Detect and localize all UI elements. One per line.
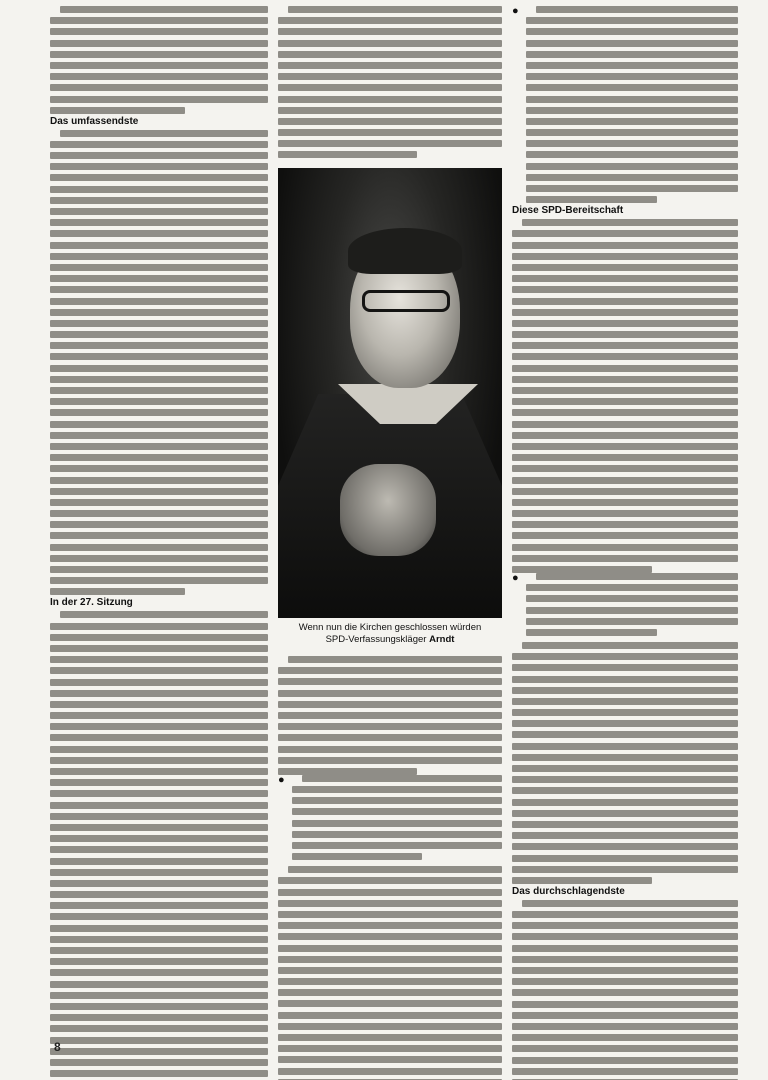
text-line xyxy=(50,690,268,697)
text-line xyxy=(512,765,738,772)
text-line xyxy=(526,163,738,170)
text-line xyxy=(50,1048,268,1055)
text-line xyxy=(512,754,738,761)
paragraph-block xyxy=(512,219,738,573)
text-line xyxy=(278,28,502,35)
text-line xyxy=(278,17,502,24)
text-line xyxy=(292,786,502,793)
text-line xyxy=(526,73,738,80)
text-line xyxy=(50,779,268,786)
text-line xyxy=(50,163,268,170)
text-line xyxy=(50,947,268,954)
bold-lead-in: In der 27. Sitzung xyxy=(50,597,133,609)
text-line xyxy=(278,1012,502,1019)
text-line xyxy=(526,62,738,69)
text-line xyxy=(278,118,502,125)
text-line xyxy=(512,989,738,996)
text-line xyxy=(526,17,738,24)
text-line xyxy=(50,712,268,719)
text-line xyxy=(512,776,738,783)
text-line xyxy=(50,465,268,472)
text-line xyxy=(512,664,738,671)
text-line xyxy=(512,443,738,450)
text-line xyxy=(278,712,502,719)
text-column-3 xyxy=(512,6,738,1080)
text-line xyxy=(522,219,738,226)
text-column-2 xyxy=(278,6,502,158)
text-line xyxy=(50,477,268,484)
text-line xyxy=(512,832,738,839)
text-line xyxy=(278,96,502,103)
text-column-1 xyxy=(50,6,268,1080)
text-line xyxy=(526,51,738,58)
text-line xyxy=(278,978,502,985)
paragraph-block xyxy=(278,6,502,158)
text-line xyxy=(526,196,657,203)
text-line xyxy=(50,454,268,461)
text-line xyxy=(288,866,502,873)
text-line xyxy=(50,275,268,282)
text-line xyxy=(512,309,738,316)
text-line xyxy=(50,1014,268,1021)
text-line xyxy=(512,521,738,528)
text-line xyxy=(278,723,502,730)
text-line xyxy=(512,264,738,271)
text-line xyxy=(512,698,738,705)
text-line xyxy=(50,667,268,674)
text-line xyxy=(50,488,268,495)
text-line xyxy=(526,40,738,47)
text-line xyxy=(278,945,502,952)
text-line xyxy=(512,555,738,562)
text-line xyxy=(526,595,738,602)
text-line xyxy=(50,1070,268,1077)
text-line xyxy=(526,96,738,103)
text-line xyxy=(60,130,268,137)
text-line xyxy=(512,510,738,517)
text-column-2-lower xyxy=(278,656,502,1080)
text-line xyxy=(512,866,738,873)
text-line xyxy=(50,1003,268,1010)
paragraph-block xyxy=(50,130,268,596)
text-line xyxy=(278,151,417,158)
text-line xyxy=(512,922,738,929)
text-line xyxy=(50,521,268,528)
text-line xyxy=(278,678,502,685)
text-line xyxy=(512,275,738,282)
text-line xyxy=(50,298,268,305)
text-line xyxy=(512,933,738,940)
text-line xyxy=(302,775,502,782)
portrait-photo xyxy=(278,168,502,618)
text-line xyxy=(50,230,268,237)
photo-caption xyxy=(278,622,502,646)
text-line xyxy=(50,84,268,91)
text-line xyxy=(278,140,502,147)
text-line xyxy=(526,151,738,158)
text-line xyxy=(512,365,738,372)
text-line xyxy=(50,835,268,842)
text-line xyxy=(292,808,502,815)
text-line xyxy=(50,936,268,943)
text-line xyxy=(526,129,738,136)
text-line xyxy=(512,687,738,694)
text-line xyxy=(50,902,268,909)
text-line xyxy=(512,421,738,428)
text-line xyxy=(512,1023,738,1030)
bold-lead-in: Das durchschlagendste xyxy=(512,885,625,897)
text-line xyxy=(512,821,738,828)
text-line xyxy=(278,107,502,114)
text-line xyxy=(512,342,738,349)
text-line xyxy=(60,6,268,13)
text-line xyxy=(50,813,268,820)
text-line xyxy=(50,532,268,539)
text-line xyxy=(278,84,502,91)
text-line xyxy=(278,1023,502,1030)
text-line xyxy=(512,676,738,683)
text-line xyxy=(50,253,268,260)
paragraph-block xyxy=(278,656,502,775)
text-line xyxy=(512,398,738,405)
text-line xyxy=(50,264,268,271)
bullet-paragraph xyxy=(512,573,738,636)
text-line xyxy=(278,967,502,974)
bullet-marker: ● xyxy=(512,5,519,17)
text-line xyxy=(288,656,502,663)
text-line xyxy=(50,152,268,159)
paragraph-block xyxy=(50,611,268,1080)
text-line xyxy=(50,746,268,753)
text-line xyxy=(536,6,738,13)
text-line xyxy=(50,1025,268,1032)
text-line xyxy=(278,1056,502,1063)
text-line xyxy=(50,309,268,316)
text-line xyxy=(512,1045,738,1052)
text-line xyxy=(512,843,738,850)
text-line xyxy=(50,107,185,114)
text-line xyxy=(522,642,738,649)
text-line xyxy=(50,880,268,887)
text-line xyxy=(292,820,502,827)
text-line xyxy=(50,790,268,797)
text-line xyxy=(526,118,738,125)
text-line xyxy=(512,1057,738,1064)
text-line xyxy=(512,544,738,551)
text-line xyxy=(512,877,652,884)
text-line xyxy=(50,824,268,831)
bullet-marker: ● xyxy=(512,572,519,584)
text-line xyxy=(50,320,268,327)
text-line xyxy=(278,40,502,47)
paragraph-block xyxy=(278,866,502,1080)
text-line xyxy=(50,802,268,809)
text-line xyxy=(50,51,268,58)
text-line xyxy=(512,432,738,439)
text-line xyxy=(50,623,268,630)
text-line xyxy=(50,588,185,595)
text-line xyxy=(50,387,268,394)
text-line xyxy=(512,720,738,727)
text-line xyxy=(50,365,268,372)
text-line xyxy=(50,141,268,148)
text-line xyxy=(50,555,268,562)
text-line xyxy=(512,1034,738,1041)
text-line xyxy=(50,62,268,69)
text-line xyxy=(50,645,268,652)
text-line xyxy=(512,709,738,716)
text-line xyxy=(512,1001,738,1008)
text-line xyxy=(512,376,738,383)
text-line xyxy=(50,219,268,226)
text-line xyxy=(50,499,268,506)
text-line xyxy=(526,584,738,591)
text-line xyxy=(60,611,268,618)
text-line xyxy=(50,701,268,708)
bold-lead-in: Diese SPD-Bereitschaft xyxy=(512,205,624,217)
text-line xyxy=(512,488,738,495)
paragraph-block xyxy=(50,6,268,114)
text-line xyxy=(512,1068,738,1075)
text-line xyxy=(512,532,738,539)
text-line xyxy=(512,787,738,794)
text-line xyxy=(512,230,738,237)
text-line xyxy=(512,731,738,738)
text-line xyxy=(526,107,738,114)
text-line xyxy=(512,566,652,573)
text-line xyxy=(292,853,422,860)
text-line xyxy=(50,858,268,865)
text-line xyxy=(50,969,268,976)
text-line xyxy=(512,978,738,985)
text-line xyxy=(50,723,268,730)
text-line xyxy=(50,679,268,686)
text-line xyxy=(278,989,502,996)
text-line xyxy=(278,129,502,136)
text-line xyxy=(512,956,738,963)
text-line xyxy=(50,768,268,775)
text-line xyxy=(512,465,738,472)
text-line xyxy=(50,958,268,965)
text-line xyxy=(512,409,738,416)
bullet-paragraph xyxy=(278,775,502,860)
text-line xyxy=(278,900,502,907)
text-line xyxy=(50,869,268,876)
text-line xyxy=(50,577,268,584)
text-line xyxy=(278,922,502,929)
text-line xyxy=(512,331,738,338)
caption-line-1: Wenn nun die Kirchen geschlossen würden xyxy=(298,622,482,633)
text-line xyxy=(50,846,268,853)
text-line xyxy=(50,342,268,349)
text-line xyxy=(278,701,502,708)
text-line xyxy=(50,286,268,293)
paragraph-block xyxy=(512,900,738,1080)
text-line xyxy=(512,353,738,360)
text-line xyxy=(536,573,738,580)
bullet-marker: ● xyxy=(278,773,285,786)
text-line xyxy=(278,889,502,896)
text-line xyxy=(50,992,268,999)
text-line xyxy=(526,28,738,35)
text-line xyxy=(512,911,738,918)
text-line xyxy=(278,1045,502,1052)
text-line xyxy=(278,933,502,940)
text-line xyxy=(278,877,502,884)
text-line xyxy=(278,667,502,674)
text-line xyxy=(50,421,268,428)
text-line xyxy=(50,925,268,932)
text-line xyxy=(526,174,738,181)
text-line xyxy=(526,629,657,636)
text-line xyxy=(512,967,738,974)
text-line xyxy=(512,653,738,660)
text-line xyxy=(50,913,268,920)
text-line xyxy=(512,477,738,484)
text-line xyxy=(292,831,502,838)
text-line xyxy=(278,73,502,80)
text-line xyxy=(522,900,738,907)
text-line xyxy=(50,443,268,450)
text-line xyxy=(512,253,738,260)
text-line xyxy=(50,409,268,416)
text-line xyxy=(50,331,268,338)
text-line xyxy=(50,186,268,193)
text-line xyxy=(278,62,502,69)
text-line xyxy=(288,6,502,13)
text-line xyxy=(278,1034,502,1041)
text-line xyxy=(278,690,502,697)
text-line xyxy=(50,981,268,988)
text-line xyxy=(278,911,502,918)
text-line xyxy=(512,1012,738,1019)
text-line xyxy=(292,797,502,804)
text-line xyxy=(512,454,738,461)
text-line xyxy=(278,734,502,741)
text-line xyxy=(278,51,502,58)
text-line xyxy=(278,1068,502,1075)
paragraph-block xyxy=(512,642,738,884)
text-line xyxy=(292,842,502,849)
text-line xyxy=(526,618,738,625)
text-line xyxy=(512,298,738,305)
caption-name: Arndt xyxy=(429,634,455,645)
text-line xyxy=(512,320,738,327)
text-line xyxy=(50,566,268,573)
text-line xyxy=(50,28,268,35)
text-line xyxy=(512,387,738,394)
text-line xyxy=(50,432,268,439)
text-line xyxy=(526,84,738,91)
text-line xyxy=(50,656,268,663)
text-line xyxy=(526,607,738,614)
caption-line-2: SPD-Verfassungskläger xyxy=(325,634,430,645)
text-line xyxy=(512,855,738,862)
text-line xyxy=(278,956,502,963)
portrait-figure xyxy=(278,168,502,646)
text-line xyxy=(50,544,268,551)
text-line xyxy=(50,17,268,24)
text-line xyxy=(50,1059,268,1066)
text-line xyxy=(50,197,268,204)
text-line xyxy=(512,810,738,817)
text-line xyxy=(278,746,502,753)
text-line xyxy=(50,398,268,405)
text-line xyxy=(50,353,268,360)
text-line xyxy=(50,73,268,80)
text-line xyxy=(512,499,738,506)
text-line xyxy=(50,734,268,741)
text-line xyxy=(512,799,738,806)
text-line xyxy=(50,757,268,764)
text-line xyxy=(50,96,268,103)
text-line xyxy=(50,1037,268,1044)
text-line xyxy=(512,242,738,249)
text-line xyxy=(50,634,268,641)
text-line xyxy=(526,185,738,192)
text-line xyxy=(512,743,738,750)
text-line xyxy=(512,286,738,293)
text-line xyxy=(50,208,268,215)
text-line xyxy=(50,242,268,249)
bullet-paragraph xyxy=(512,6,738,203)
text-line xyxy=(278,768,417,775)
bold-lead-in: Das umfassendste xyxy=(50,115,139,127)
text-line xyxy=(526,140,738,147)
text-line xyxy=(278,1000,502,1007)
text-line xyxy=(50,174,268,181)
text-line xyxy=(278,757,502,764)
text-line xyxy=(50,376,268,383)
text-line xyxy=(50,40,268,47)
text-line xyxy=(50,891,268,898)
text-line xyxy=(50,510,268,517)
page-number: 8 xyxy=(54,1040,61,1054)
text-line xyxy=(512,945,738,952)
